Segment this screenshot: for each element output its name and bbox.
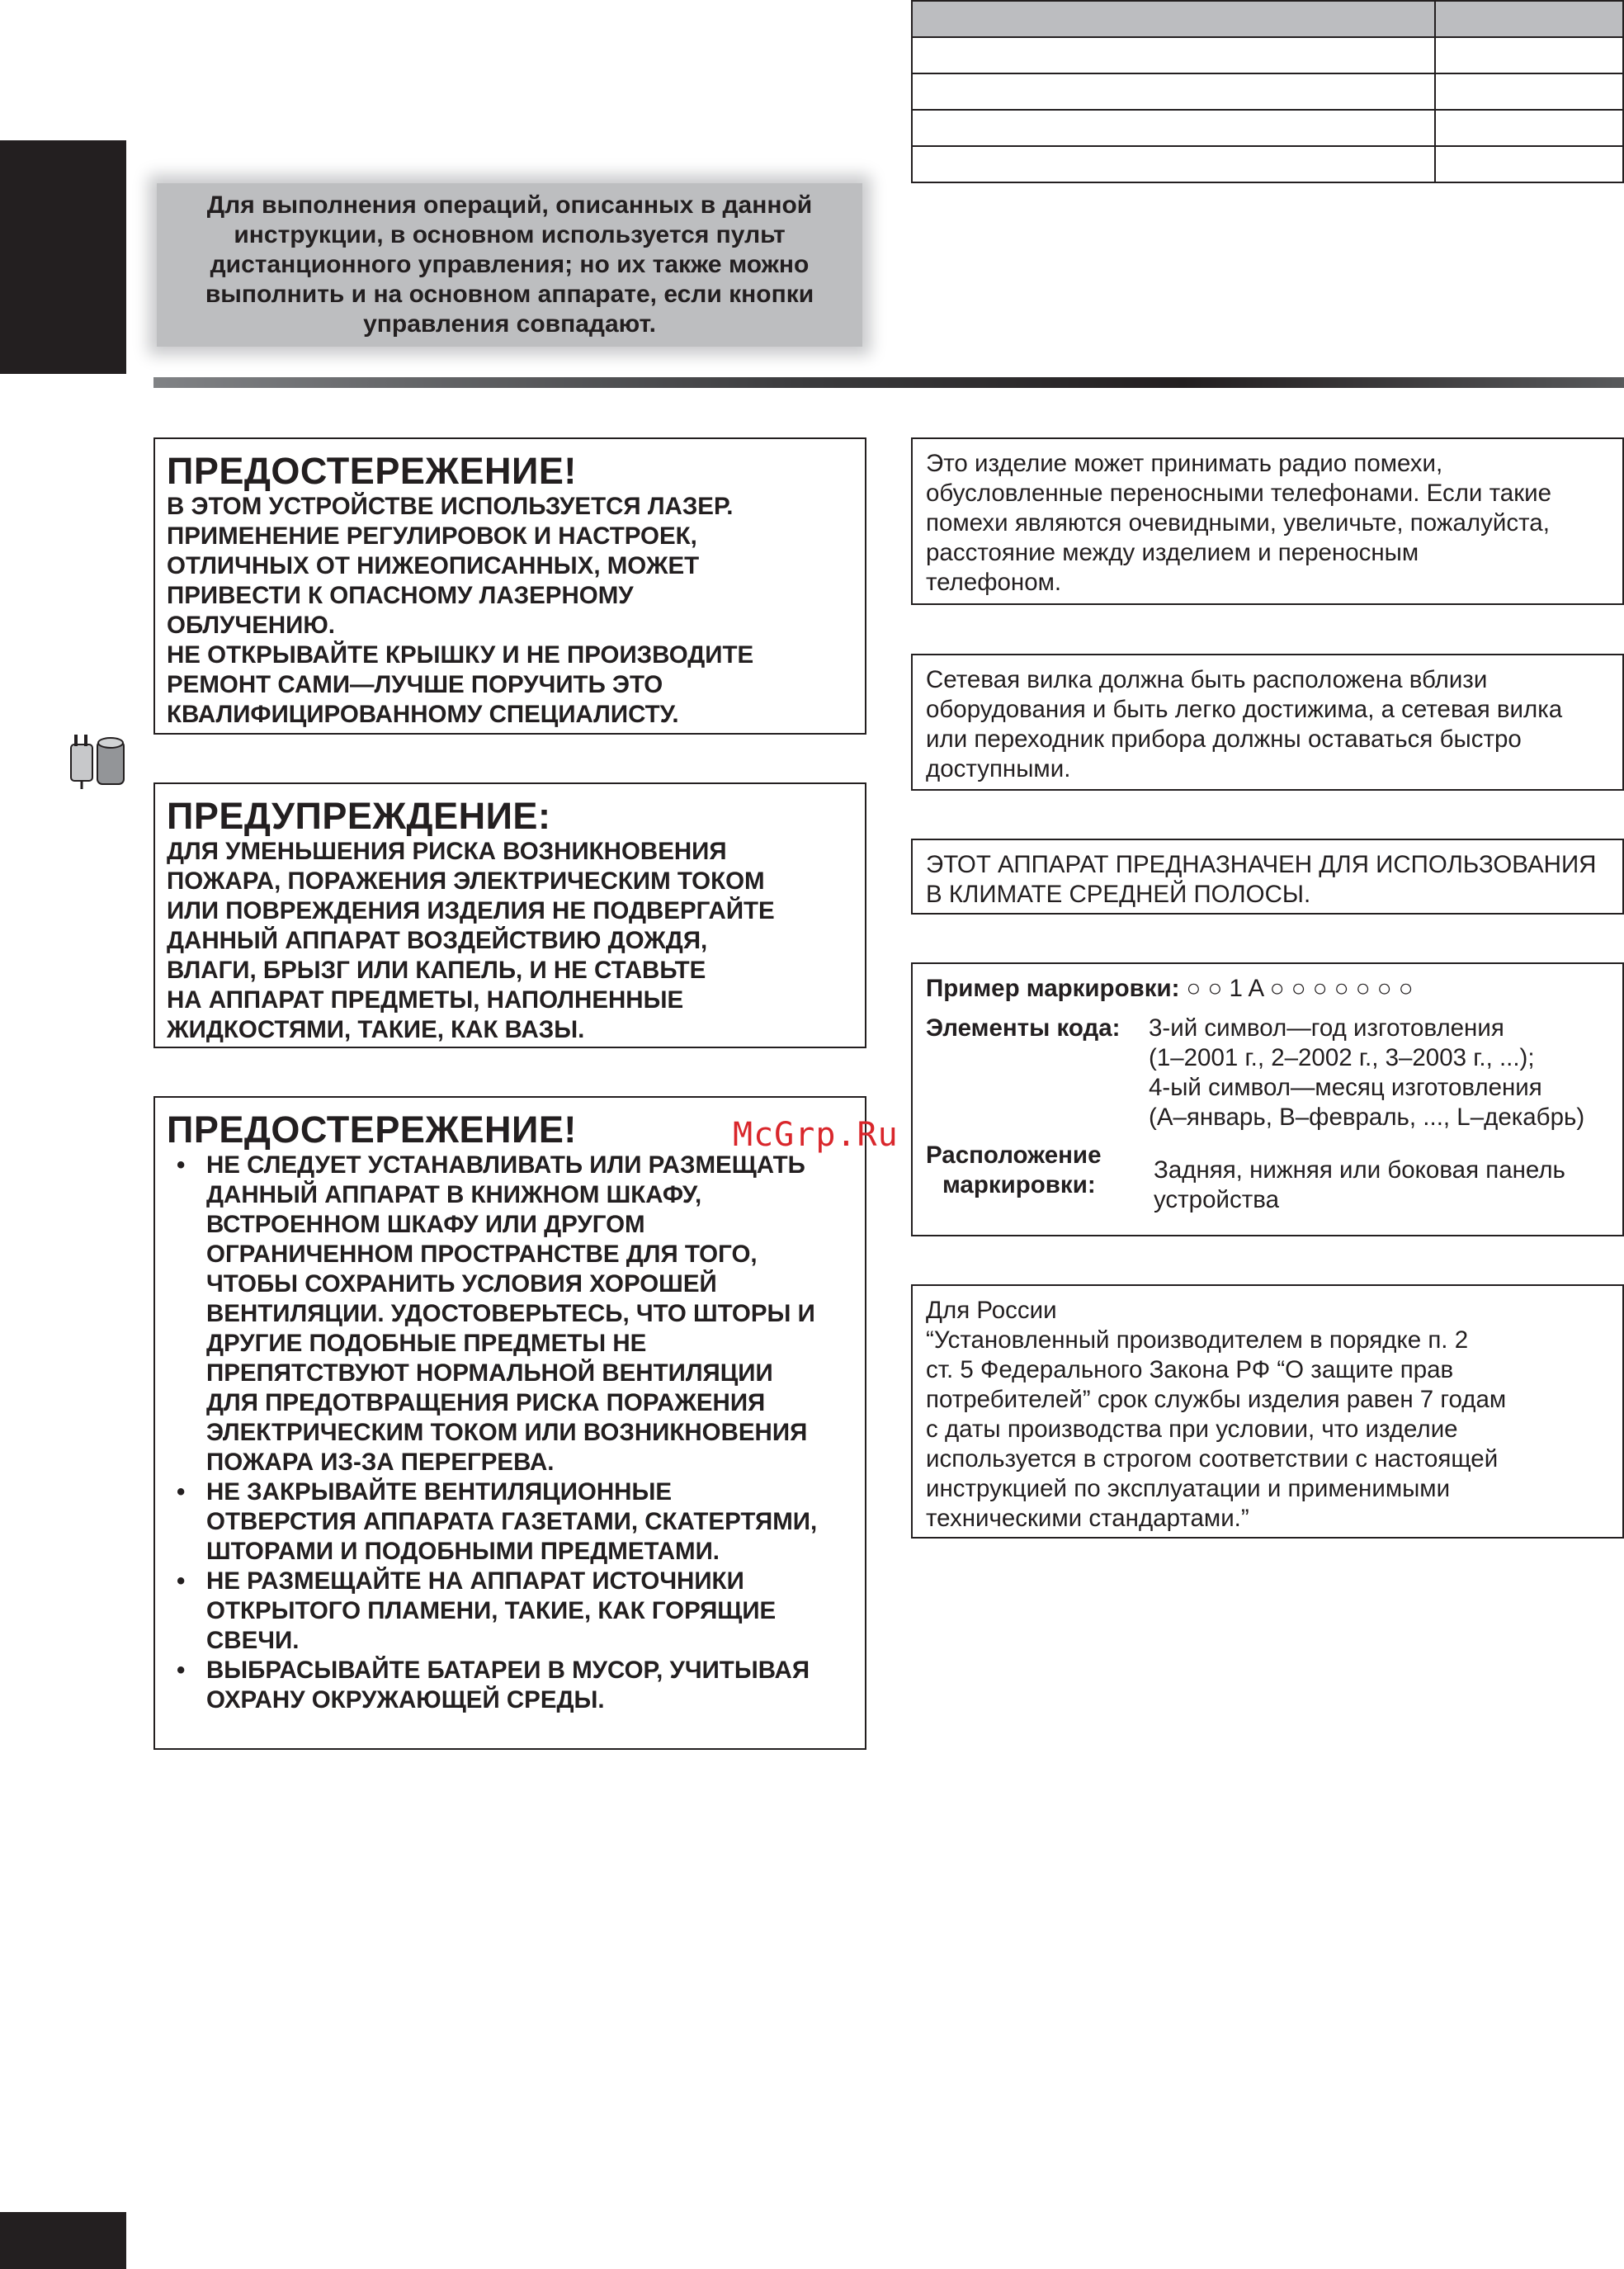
watermark-text: McGrp.Ru bbox=[733, 1116, 899, 1154]
side-tab-top bbox=[0, 140, 126, 374]
marking-location-line: Задняя, нижняя или боковая панель bbox=[1154, 1156, 1565, 1184]
russia-note-line: Для России bbox=[926, 1297, 1057, 1324]
code-element-line: 3-ий символ—год изготовления bbox=[1149, 1014, 1504, 1042]
ventilation-caution-item: • НЕ РАЗМЕЩАЙТЕ НА АППАРАТ ИСТОЧНИКИ ОТКРЫТОГО ПЛАМЕНИ, ТАКИЕ, КАК ГОРЯЩИЕ СВЕЧИ. bbox=[167, 1567, 827, 1656]
russia-note-line: ст. 5 Федерального Закона РФ “О защите прав bbox=[926, 1356, 1454, 1383]
laser-caution-line: РЕМОНТ САМИ—ЛУЧШЕ ПОРУЧИТЬ ЭТО bbox=[167, 671, 663, 698]
marking-location-line: устройства bbox=[1154, 1186, 1279, 1213]
russia-service-life-note bbox=[911, 1284, 1624, 1539]
ventilation-caution-list bbox=[167, 1151, 827, 1715]
marking-location-label: Расположение bbox=[926, 1142, 1102, 1169]
fire-warning-line: ПОЖАРА, ПОРАЖЕНИЯ ЭЛЕКТРИЧЕСКИМ ТОКОМ bbox=[167, 867, 765, 895]
laser-caution-title: ПРЕДОСТЕРЕЖЕНИЕ! bbox=[167, 450, 577, 492]
remote-control-note-text: Для выполнения операций, описанных в данной инструкции, в основном используется пульт дистанционного управления; но их также можно выполнить и на основном аппарате, если кнопки управления совпадают. bbox=[205, 191, 814, 338]
remote-control-note bbox=[157, 183, 862, 347]
side-tab-bottom bbox=[0, 2212, 126, 2269]
top-table bbox=[911, 0, 1624, 183]
radio-interference-note bbox=[911, 437, 1624, 605]
laser-caution-line: КВАЛИФИЦИРОВАННОМУ СПЕЦИАЛИСТУ. bbox=[167, 701, 679, 728]
power-plug-text: Сетевая вилка должна быть расположена вблизи оборудования и быть легко достижима, а сетевая вилка или переходник прибора должны оставаться быстро доступными. bbox=[926, 666, 1563, 782]
fire-warning-line: НА АППАРАТ ПРЕДМЕТЫ, НАПОЛНЕННЫЕ bbox=[167, 986, 684, 1014]
fire-warning-title: ПРЕДУПРЕЖДЕНИЕ: bbox=[167, 795, 551, 837]
code-element-line: (1–2001 г., 2–2002 г., 3–2003 г., ...); bbox=[1149, 1044, 1535, 1071]
power-plug-note bbox=[911, 654, 1624, 791]
section-divider bbox=[153, 377, 1624, 388]
laser-caution-line: ОТЛИЧНЫХ ОТ НИЖЕОПИСАННЫХ, МОЖЕТ bbox=[167, 552, 700, 579]
code-element-line: 4-ый символ—месяц изготовления bbox=[1149, 1074, 1542, 1101]
power-plug-icon bbox=[66, 726, 128, 792]
russia-note-line: инструкцией по эксплуатации и применимыми bbox=[926, 1475, 1451, 1502]
fire-warning-box bbox=[153, 782, 866, 1048]
ventilation-caution-item: • НЕ ЗАКРЫВАЙТЕ ВЕНТИЛЯЦИОННЫЕ ОТВЕРСТИЯ АППАРАТА ГАЗЕТАМИ, СКАТЕРТЯМИ, ШТОРАМИ И ПОДОБНЫМИ ПРЕДМЕТАМИ. bbox=[167, 1477, 827, 1567]
marking-info-box bbox=[911, 962, 1624, 1236]
russia-note-line: техническими стандартами.” bbox=[926, 1505, 1249, 1532]
laser-caution-line: ПРИМЕНЕНИЕ РЕГУЛИРОВОК И НАСТРОЕК, bbox=[167, 522, 697, 550]
laser-caution-line: НЕ ОТКРЫВАЙТЕ КРЫШКУ И НЕ ПРОИЗВОДИТЕ bbox=[167, 641, 754, 669]
laser-caution-box bbox=[153, 437, 866, 735]
ventilation-caution-item: • НЕ СЛЕДУЕТ УСТАНАВЛИВАТЬ ИЛИ РАЗМЕЩАТЬ ДАННЫЙ АППАРАТ В КНИЖНОМ ШКАФУ, ВСТРОЕННОМ ШКАФУ ИЛИ ДРУГОМ ОГРАНИЧЕННОМ ПРОСТРАНСТВЕ ДЛЯ ТОГО, ЧТОБЫ СОХРАНИТЬ УСЛОВИЯ ХОРОШЕЙ ВЕНТИЛЯЦИИ. УДОСТОВЕРЬТЕСЬ, ЧТО ШТОРЫ И ДРУГИЕ ПОДОБНЫЕ ПРЕДМЕТЫ НЕ ПРЕПЯТСТВУЮТ НОРМАЛЬНОЙ ВЕНТИЛЯЦИИ ДЛЯ ПРЕДОТВРАЩЕНИЯ РИСКА ПОРАЖЕНИЯ ЭЛЕКТРИЧЕСКИМ ТОКОМ ИЛИ ВОЗНИКНОВЕНИЯ ПОЖАРА ИЗ-ЗА ПЕРЕГРЕВА. bbox=[167, 1151, 827, 1477]
code-elements-label: Элементы кода: bbox=[926, 1014, 1121, 1042]
laser-caution-line: ОБЛУЧЕНИЮ. bbox=[167, 612, 335, 639]
marking-location-label: маркировки: bbox=[942, 1171, 1096, 1198]
climate-text: ЭТОТ АППАРАТ ПРЕДНАЗНАЧЕН ДЛЯ ИСПОЛЬЗОВАНИЯ В КЛИМАТЕ СРЕДНЕЙ ПОЛОСЫ. bbox=[926, 851, 1597, 908]
fire-warning-line: ДАННЫЙ АППАРАТ ВОЗДЕЙСТВИЮ ДОЖДЯ, bbox=[167, 927, 708, 954]
marking-example-label: Пример маркировки: bbox=[926, 975, 1180, 1002]
laser-caution-line: В ЭТОМ УСТРОЙСТВЕ ИСПОЛЬЗУЕТСЯ ЛАЗЕР. bbox=[167, 493, 734, 520]
fire-warning-line: ВЛАГИ, БРЫЗГ ИЛИ КАПЕЛЬ, И НЕ СТАВЬТЕ bbox=[167, 957, 706, 984]
laser-caution-line: ПРИВЕСТИ К ОПАСНОМУ ЛАЗЕРНОМУ bbox=[167, 582, 634, 609]
fire-warning-line: ИЛИ ПОВРЕЖДЕНИЯ ИЗДЕЛИЯ НЕ ПОДВЕРГАЙТЕ bbox=[167, 897, 775, 924]
ventilation-caution-box bbox=[153, 1096, 866, 1750]
radio-interference-text: Это изделие может принимать радио помехи, обусловленные переносными телефонами. Если такие помехи являются очевидными, увеличьте, пожалуйста, расстояние между изделием и переносным телефоном. bbox=[926, 450, 1551, 596]
ventilation-caution-title: ПРЕДОСТЕРЕЖЕНИЕ! bbox=[167, 1109, 577, 1151]
fire-warning-line: ДЛЯ УМЕНЬШЕНИЯ РИСКА ВОЗНИКНОВЕНИЯ bbox=[167, 838, 727, 865]
russia-note-line: потребителей” срок службы изделия равен 7 годам bbox=[926, 1386, 1507, 1413]
ventilation-caution-item: • ВЫБРАСЫВАЙТЕ БАТАРЕИ В МУСОР, УЧИТЫВАЯ ОХРАНУ ОКРУЖАЮЩЕЙ СРЕДЫ. bbox=[167, 1656, 827, 1715]
russia-note-line: с даты производства при условии, что изделие bbox=[926, 1416, 1458, 1443]
russia-note-line: “Установленный производителем в порядке п. 2 bbox=[926, 1326, 1469, 1354]
russia-note-line: используется в строгом соответствии с настоящей bbox=[926, 1445, 1499, 1472]
marking-example-value: ○ ○ 1 A ○ ○ ○ ○ ○ ○ ○ bbox=[1186, 975, 1414, 1002]
code-element-line: (A–январь, B–февраль, ..., L–декабрь) bbox=[1149, 1104, 1585, 1131]
fire-warning-line: ЖИДКОСТЯМИ, ТАКИЕ, КАК ВАЗЫ. bbox=[167, 1016, 585, 1043]
climate-note bbox=[911, 839, 1624, 915]
